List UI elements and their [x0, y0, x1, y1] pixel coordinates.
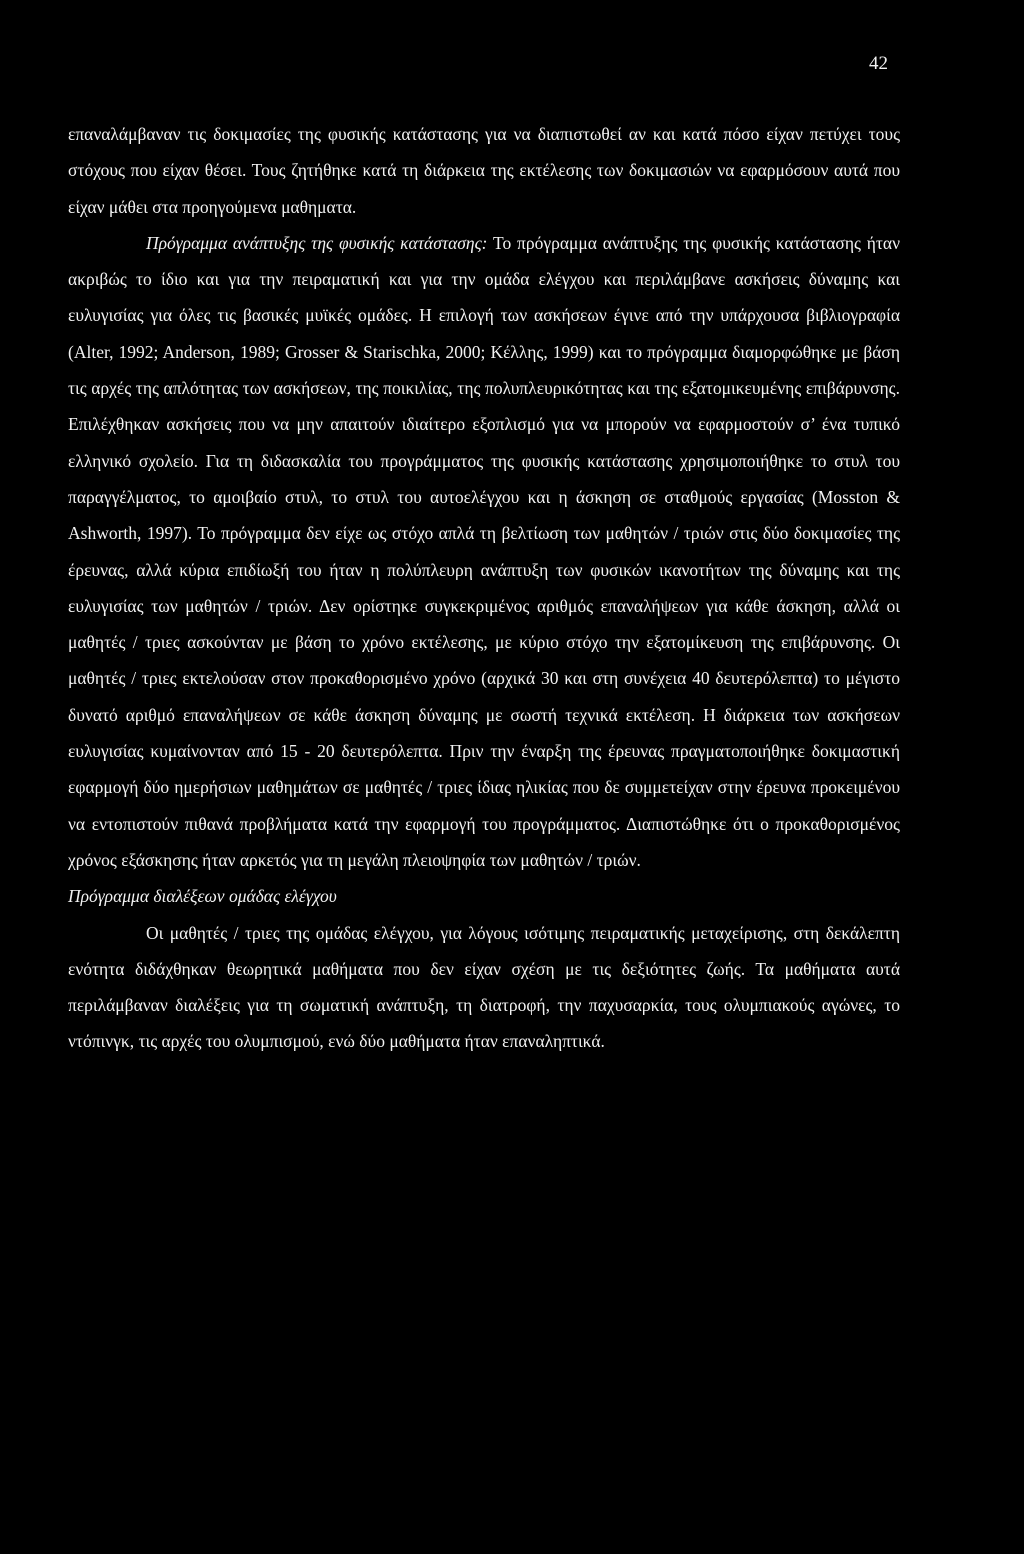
- paragraph-lead-in: Πρόγραμμα ανάπτυξης της φυσικής κατάστασης:: [146, 232, 488, 253]
- paragraph-fitness-program: [68, 225, 900, 878]
- page-number: 42: [869, 53, 888, 74]
- paragraph-tests-continuation: [68, 116, 900, 225]
- document-body: [68, 116, 900, 1060]
- paragraph-text: Οι μαθητές / τριες της ομάδας ελέγχου, για λόγους ισότιμης πειραματικής μεταχείρισης, στη δεκάλεπτη ενότητα διδάχθηκαν θεωρητικά μαθήματα που δεν είχαν σχέση με τις δεξιότητες ζωής. Τα μαθήματα αυτά περιλάμβαναν διαλέξεις για τη σωματική ανάπτυξη, τη διατροφή, την παχυσαρκία, τους ολυμπιακούς αγώνες, το ντόπινγκ, τις αρχές του ολυμπισμού, ενώ δύο μαθήματα ήταν επαναληπτικά.: [68, 922, 900, 1052]
- paragraph-text: Το πρόγραμμα ανάπτυξης της φυσικής κατάστασης ήταν ακριβώς το ίδιο και για την πειραματική και για την ομάδα ελέγχου και περιλάμβανε ασκήσεις δύναμης και ευλυγισίας για όλες τις βασικές μυϊκές ομάδες. Η επιλογή των ασκήσεων έγινε από την υπάρχουσα βιβλιογραφία (Alter, 1992; Anderson, 1989; Grosser & Starischka, 2000; Κέλλης, 1999) και το πρόγραμμα διαμορφώθηκε με βάση τις αρχές της απλότητας των ασκήσεων, της ποικιλίας, της πολυπλευρικότητας και της εξατομικευμένης επιβάρυνσης. Επιλέχθηκαν ασκήσεις που να μην απαιτούν ιδιαίτερο εξοπλισμό για να μπορούν να εφαρμοστούν σ’ ένα τυπικό ελληνικό σχολείο. Για τη διδασκαλία του προγράμματος της φυσικής κατάστασης χρησιμοποιήθηκε το στυλ του παραγγέλματος, το αμοιβαίο στυλ, το στυλ του αυτοελέγχου και η άσκηση σε σταθμούς εργασίας (Mosston & Ashworth, 1997). Το πρόγραμμα δεν είχε ως στόχο απλά τη βελτίωση των μαθητών / τριών στις δύο δοκιμασίες της έρευνας, αλλά κύρια επιδίωξή του ήταν η πολύπλευρη ανάπτυξη των φυσικών ικανοτήτων της δύναμης και της ευλυγισίας των μαθητών / τριών. Δεν ορίστηκε συγκεκριμένος αριθμός επαναλήψεων για κάθε άσκηση, αλλά οι μαθητές / τριες ασκούνταν με βάση το χρόνο εκτέλεσης, με κύριο στόχο την εξατομίκευση της επιβάρυνσης. Οι μαθητές / τριες εκτελούσαν στον προκαθορισμένο χρόνο (αρχικά 30 και στη συνέχεια 40 δευτερόλεπτα) το μέγιστο δυνατό αριθμό επαναλήψεων σε κάθε άσκηση δύναμης με σωστή τεχνικά εκτέλεση. Η διάρκεια των ασκήσεων ευλυγισίας κυμαίνονταν από 15 - 20 δευτερόλεπτα. Πριν την έναρξη της έρευνας πραγματοποιήθηκε δοκιμαστική εφαρμογή δύο ημερήσιων μαθημάτων σε μαθητές / τριες ίδιας ηλικίας που δε συμμετείχαν στην έρευνα προκειμένου να εντοπιστούν πιθανά προβλήματα κατά την εφαρμογή του προγράμματος. Διαπιστώθηκε ότι ο προκαθορισμένος χρόνος εξάσκησης ήταν αρκετός για τη μεγάλη πλειοψηφία των μαθητών / τριών.: [68, 232, 900, 870]
- section-heading: Πρόγραμμα διαλέξεων ομάδας ελέγχου: [68, 886, 337, 907]
- paragraph-text: επαναλάμβαναν τις δοκιμασίες της φυσικής κατάστασης για να διαπιστωθεί αν και κατά πόσο είχαν πετύχει τους στόχους που είχαν θέσει. Τους ζητήθηκε κατά τη διάρκεια της εκτέλεσης των δοκιμασιών να εφαρμόσουν αυτά που είχαν μάθει στα προηγούμενα μαθηματα.: [68, 124, 900, 217]
- paragraph-control-group: [68, 915, 900, 1060]
